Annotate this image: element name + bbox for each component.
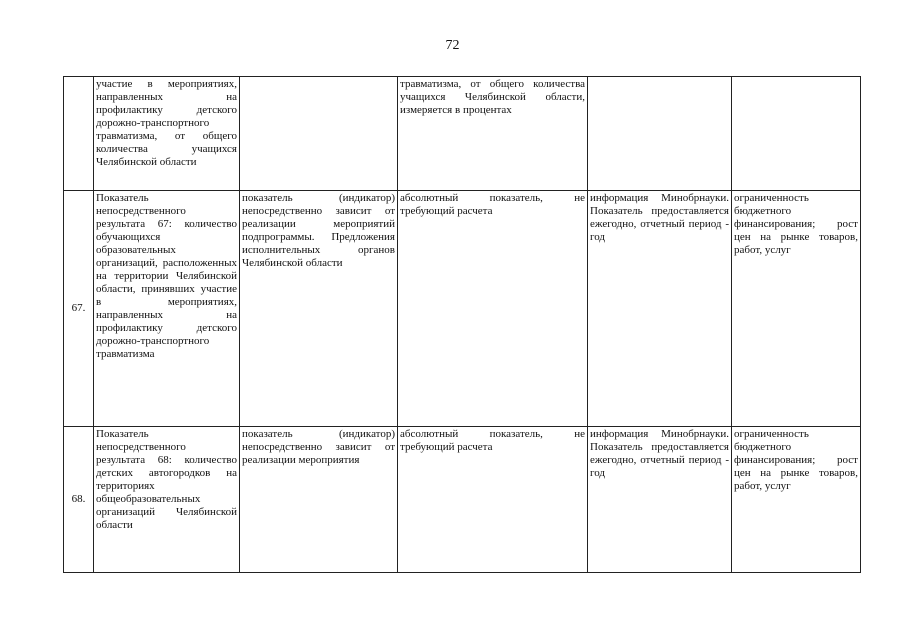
page-number: 72 <box>445 38 460 53</box>
risk-factors-cell: ограниченность бюджетного финансирования; рост цен на рынке товаров, работ, услуг <box>732 191 861 427</box>
data-source-cell: информация Минобрнауки. Показатель предоставляется ежегодно, отчетный период - год <box>588 427 732 573</box>
indicator-name-cell: Показатель непосредственного результата 67: количество обучающихся образовательных организаций, расположенных на территории Челябинской области, принявших участие в мероприятиях, направленных на профилактику детского дорожно-транспортного травматизма <box>94 191 240 427</box>
calculation-method-cell: абсолютный показатель, не требующий расчета <box>398 427 588 573</box>
indicator-dependence-cell: показатель (индикатор) непосредственно зависит от реализации мероприятия <box>240 427 398 573</box>
indicator-dependence-cell <box>240 77 398 191</box>
indicator-table <box>63 76 861 573</box>
indicator-dependence-cell: показатель (индикатор) непосредственно зависит от реализации мероприятий подпрограммы. Предложения исполнительных органов Челябинской области <box>240 191 398 427</box>
table-row <box>64 191 861 427</box>
data-source-cell <box>588 77 732 191</box>
indicator-name-cell: Показатель непосредственного результата 68: количество детских автогородков на территориях общеобразовательных организаций Челябинской области <box>94 427 240 573</box>
risk-factors-cell: ограниченность бюджетного финансирования; рост цен на рынке товаров, работ, услуг <box>732 427 861 573</box>
risk-factors-cell <box>732 77 861 191</box>
indicator-name-cell: участие в мероприятиях, направленных на профилактику детского дорожно-транспортного травматизма, от общего количества учащихся Челябинской области <box>94 77 240 191</box>
row-number: 67. <box>64 191 94 427</box>
calculation-method-cell: травматизма, от общего количества учащихся Челябинской области, измеряется в процентах <box>398 77 588 191</box>
calculation-method-cell: абсолютный показатель, не требующий расчета <box>398 191 588 427</box>
row-number: 68. <box>64 427 94 573</box>
table-row <box>64 77 861 191</box>
table-row <box>64 427 861 573</box>
row-number <box>64 77 94 191</box>
data-source-cell: информация Минобрнауки. Показатель предоставляется ежегодно, отчетный период - год <box>588 191 732 427</box>
